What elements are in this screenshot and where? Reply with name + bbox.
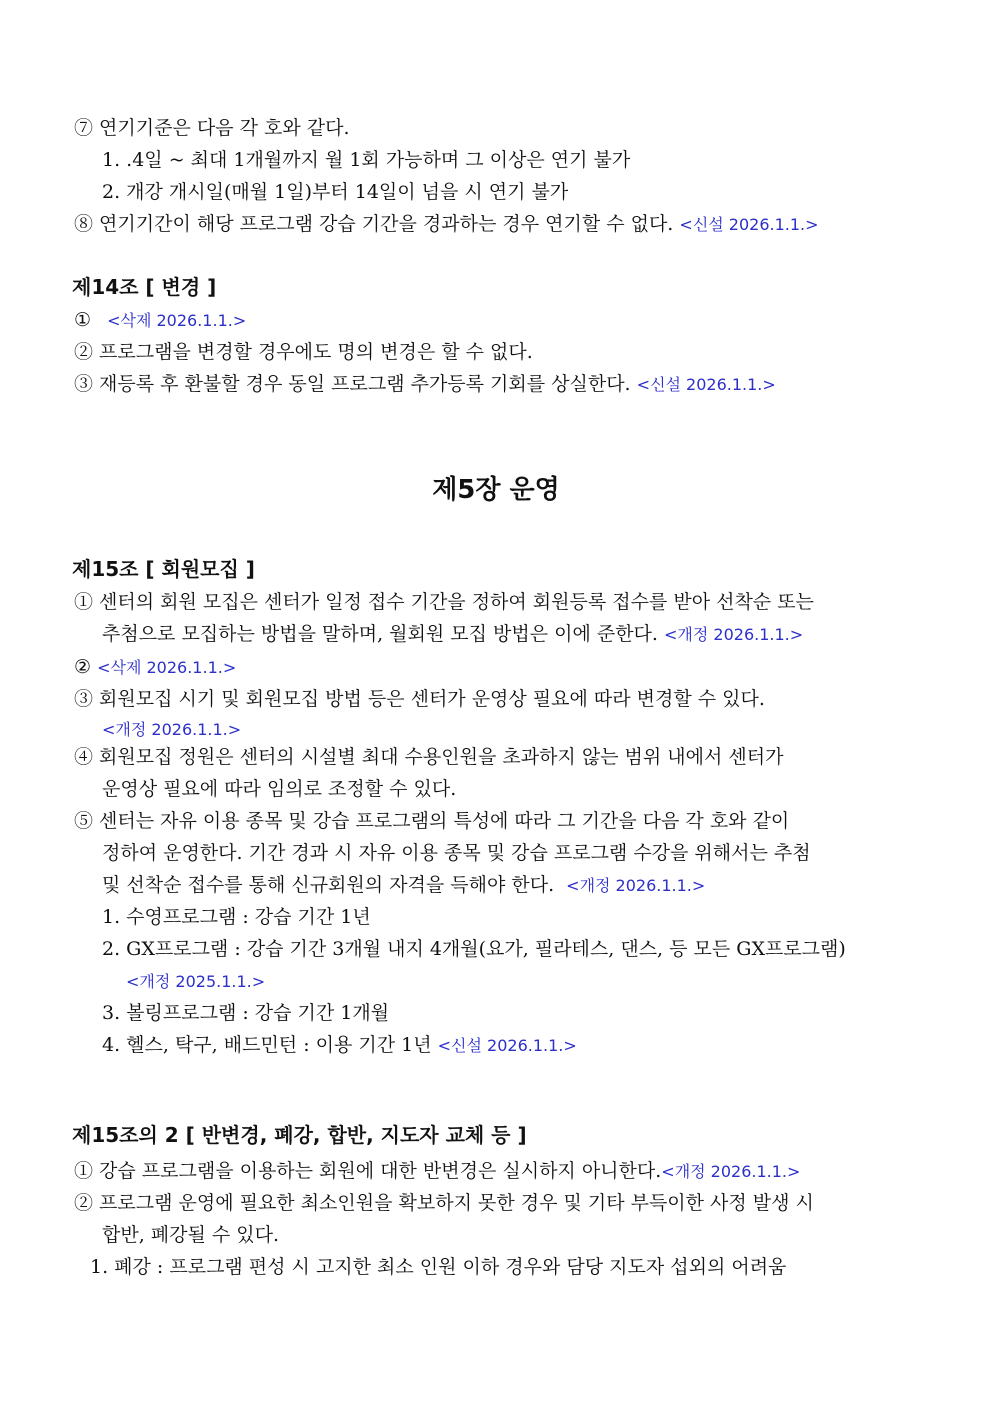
paragraph-8 bbox=[74, 212, 819, 237]
article-15-paragraph-4-line-2: 운영상 필요에 따라 임의로 조정할 수 있다. bbox=[102, 778, 457, 800]
article-15-item-3: 3. 볼링프로그램 : 강습 기간 1개월 bbox=[102, 1002, 390, 1024]
article-15-2-paragraph-1 bbox=[74, 1159, 800, 1184]
article-15-paragraph-3: ③ 회원모집 시기 및 회원모집 방법 등은 센터가 운영상 필요에 따라 변경할 수 있다. bbox=[74, 688, 765, 710]
amendment-note: <개정 2026.1.1.> bbox=[566, 876, 706, 895]
article-15-item-2: 2. GX프로그램 : 강습 기간 3개월 내지 4개월(요가, 필라테스, 댄스, 등 모든 GX프로그램) bbox=[102, 938, 846, 960]
article-15-item-1: 1. 수영프로그램 : 강습 기간 1년 bbox=[102, 906, 371, 928]
article-14-title: 제14조 [ 변경 ] bbox=[72, 275, 217, 299]
amendment-note: <신설 2026.1.1.> bbox=[437, 1036, 577, 1055]
paragraph-1-text: 추첨으로 모집하는 방법을 말하며, 월회원 모집 방법은 이에 준한다. bbox=[102, 623, 658, 645]
amendment-note: <삭제 2026.1.1.> bbox=[97, 658, 237, 677]
paragraph-number: ① bbox=[74, 309, 92, 331]
article-15-item-4 bbox=[102, 1033, 577, 1058]
article-15-paragraph-1-line-2 bbox=[102, 622, 803, 647]
paragraph-number: ② bbox=[74, 656, 92, 678]
article-15-paragraph-2 bbox=[74, 655, 236, 680]
amendment-note: <개정 2025.1.1.> bbox=[126, 972, 266, 991]
amendment-note: <신설 2026.1.1.> bbox=[636, 375, 776, 394]
article-15-2-paragraph-2-line-2: 합반, 폐강될 수 있다. bbox=[102, 1224, 280, 1246]
article-14-paragraph-2: ② 프로그램을 변경할 경우에도 명의 변경은 할 수 없다. bbox=[74, 341, 533, 363]
article-14-paragraph-1 bbox=[74, 308, 246, 333]
article-15-2-paragraph-2-line-1: ② 프로그램 운영에 필요한 최소인원을 확보하지 못한 경우 및 기타 부득이한 사정 발생 시 bbox=[74, 1192, 814, 1214]
paragraph-7: ⑦ 연기기준은 다음 각 호와 같다. bbox=[74, 117, 350, 139]
article-14-paragraph-3 bbox=[74, 372, 776, 397]
article-15-2-item-1: 1. 폐강 : 프로그램 편성 시 고지한 최소 인원 이하 경우와 담당 지도자 섭외의 어려움 bbox=[90, 1256, 787, 1278]
amendment-note: <신설 2026.1.1.> bbox=[679, 215, 819, 234]
paragraph-5-text: 및 선착순 접수를 통해 신규회원의 자격을 득해야 한다. bbox=[102, 874, 555, 896]
item-4-text: 4. 헬스, 탁구, 배드민턴 : 이용 기간 1년 bbox=[102, 1034, 432, 1056]
paragraph-7-item-2: 2. 개강 개시일(매월 1일)부터 14일이 넘을 시 연기 불가 bbox=[102, 181, 569, 203]
paragraph-1-text: ① 강습 프로그램을 이용하는 회원에 대한 반변경은 실시하지 아니한다. bbox=[74, 1160, 662, 1182]
article-15-paragraph-5-line-1: ⑤ 센터는 자유 이용 종목 및 강습 프로그램의 특성에 따라 그 기간을 다음 각 호와 같이 bbox=[74, 810, 790, 832]
article-15-paragraph-5-line-2: 정하여 운영한다. 기간 경과 시 자유 이용 종목 및 강습 프로그램 수강을 위해서는 추첨 bbox=[102, 842, 811, 864]
article-15-paragraph-1-line-1: ① 센터의 회원 모집은 센터가 일정 접수 기간을 정하여 회원등록 접수를 받아 선착순 또는 bbox=[74, 591, 814, 613]
paragraph-3-text: ③ 재등록 후 환불할 경우 동일 프로그램 추가등록 기회를 상실한다. bbox=[74, 373, 631, 395]
amendment-note: <삭제 2026.1.1.> bbox=[107, 311, 247, 330]
amendment-note: <개정 2026.1.1.> bbox=[661, 1162, 801, 1181]
article-15-item-2-note bbox=[126, 969, 265, 994]
amendment-note: <개정 2026.1.1.> bbox=[102, 720, 242, 739]
article-15-paragraph-3-note bbox=[102, 717, 241, 742]
article-15-paragraph-4-line-1: ④ 회원모집 정원은 센터의 시설별 최대 수용인원을 초과하지 않는 범위 내에서 센터가 bbox=[74, 746, 784, 768]
chapter-5-title: 제5장 운영 bbox=[432, 475, 560, 505]
paragraph-7-item-1: 1. .4일 ~ 최대 1개월까지 월 1회 가능하며 그 이상은 연기 불가 bbox=[102, 149, 631, 171]
amendment-note: <개정 2026.1.1.> bbox=[664, 625, 804, 644]
article-15-2-title: 제15조의 2 [ 반변경, 폐강, 합반, 지도자 교체 등 ] bbox=[72, 1123, 527, 1147]
article-15-paragraph-5-line-3 bbox=[102, 873, 705, 898]
article-15-title: 제15조 [ 회원모집 ] bbox=[72, 557, 255, 581]
paragraph-8-text: ⑧ 연기기간이 해당 프로그램 강습 기간을 경과하는 경우 연기할 수 없다. bbox=[74, 213, 674, 235]
